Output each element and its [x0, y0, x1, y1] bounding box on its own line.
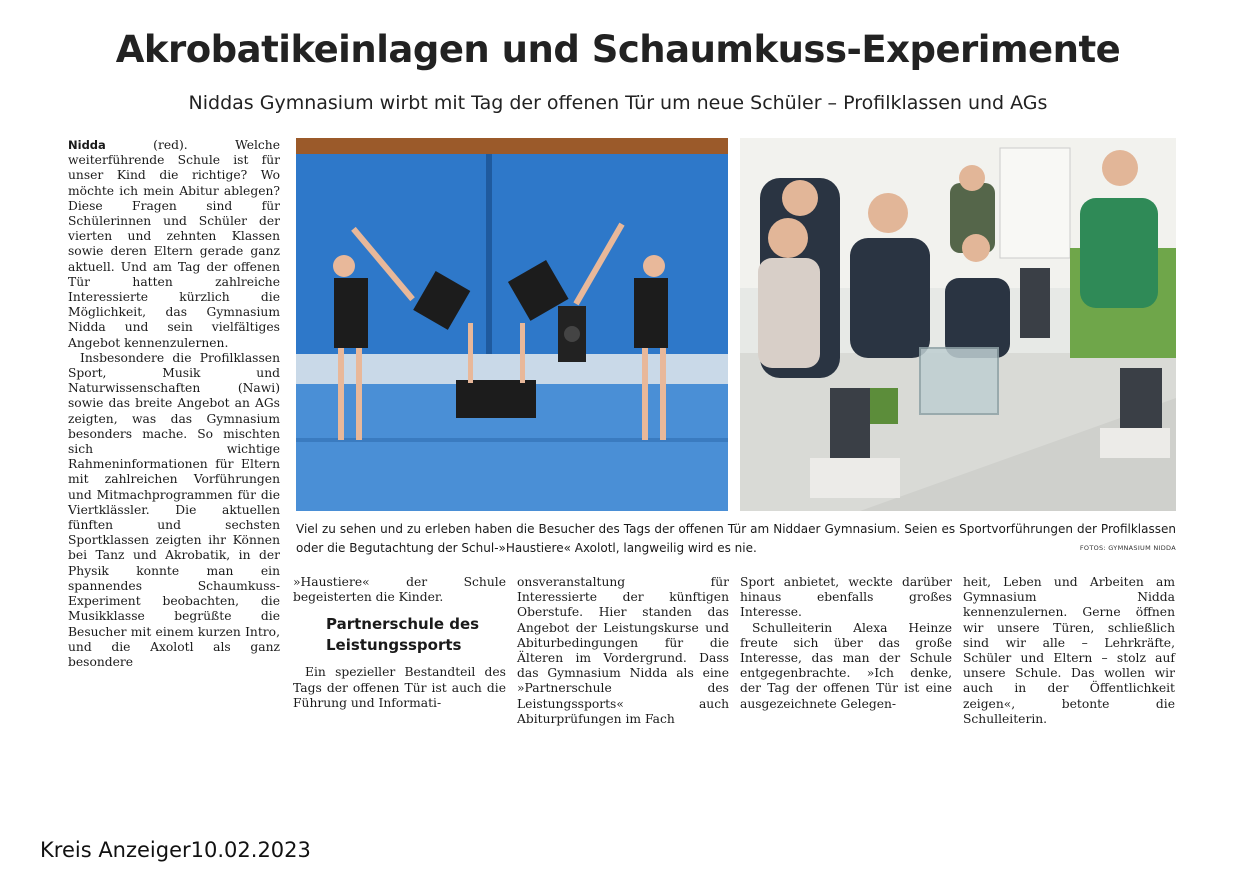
photo-caption: Viel zu sehen und zu erleben haben die Besucher des Tags der offenen Tür am Niddaer Gymnasium. Seien es Sportvorführungen der Profilklassen oder die Begutachtung der Schul-»Haustiere« Axolotl, langweilig wird es nie. — [296, 522, 1176, 555]
paragraph-text: (red). Welche weiterführende Schule ist für unser Kind die richtige? Wo möchte ich mein Abitur ablegen? Diese Fragen sind für Schülerinnen und Schüler der vierten und zehnten Klassen sowie deren Eltern gerade ganz aktuell. Und am Tag der offenen Tür hatten zahlreiche Interessierte kürzlich die Möglichkeit, das Gymnasium Nidda und sein vielfältiges Angebot kennenzulernen. — [68, 138, 280, 350]
article-paragraph: onsveranstaltung für Interessierte der künftigen Oberstufe. Hier standen das Angebot der Leistungskurse und Abiturbedingungen für die Älteren im Vordergrund. Dass das Gymnasium Nidda als eine »Partnerschule des Leistungssports« auch Abiturprüfungen im Fach — [517, 575, 729, 726]
acrobatics-photo — [296, 138, 728, 511]
article-paragraph: heit, Leben und Arbeiten am Gymnasium Nidda kennenzulernen. Gerne öffnen wir unsere Türen, schließlich sind wir alle – Lehrkräfte, Schüler und Eltern – stolz auf unsere Schule. Das wollen wir auch in der Öffentlichkeit zeigen«, betonte die Schulleiterin. — [963, 575, 1175, 726]
article-column-4 — [740, 575, 952, 712]
article-paragraph — [68, 138, 280, 351]
article-paragraph: Insbesondere die Profilklassen Sport, Musik und Naturwissenschaften (Nawi) sowie das breite Angebot an AGs zeigten, was das Gymnasium besonders mache. So mischten sich wichtige Rahmeninformationen für Eltern mit zahlreichen Vorführungen und Mitmachprogrammen für die Viertklässler. Die aktuellen fünften und sechsten Sportklassen zeigten ihr Können bei Tanz und Akrobatik, in der Physik konnte man ein spannendes Schaumkuss-Experiment beobachten, die Musikklasse begrüßte die Besucher mit einem kurzen Intro, und die Axolotl als ganz besondere — [68, 350, 280, 669]
article-column-5 — [963, 575, 1175, 727]
article-paragraph: Schulleiterin Alexa Heinze freute sich über das große Interesse, das man der Schule entgegenbrachte. »Ich denke, der Tag der offenen Tür ist eine ausgezeichnete Gelegen- — [740, 620, 952, 711]
article-headline: Akrobatikeinlagen und Schaumkuss-Experimente — [115, 28, 1121, 71]
photo-credit: FOTOS: GYMNASIUM NIDDA — [1079, 544, 1176, 552]
article-paragraph: Ein spezieller Bestandteil des Tags der offenen Tür ist auch die Führung und Informati- — [293, 665, 506, 710]
article-column-1 — [68, 138, 280, 670]
dateline: Nidda — [68, 138, 106, 152]
source-line: Kreis Anzeiger10.02.2023 — [40, 838, 311, 862]
article-paragraph: Sport anbietet, weckte darüber hinaus ebenfalls großes Interesse. — [740, 575, 952, 620]
article-column-2 — [293, 575, 506, 711]
lab-photo — [740, 138, 1176, 511]
article-column-3 — [517, 575, 729, 727]
section-subhead: Partnerschule des Leistungssports — [326, 615, 480, 655]
article-subheadline: Niddas Gymnasium wirbt mit Tag der offenen Tür um neue Schüler – Profilklassen und AGs — [188, 92, 1048, 114]
article-paragraph: »Haustiere« der Schule begeisterten die Kinder. — [293, 575, 506, 605]
